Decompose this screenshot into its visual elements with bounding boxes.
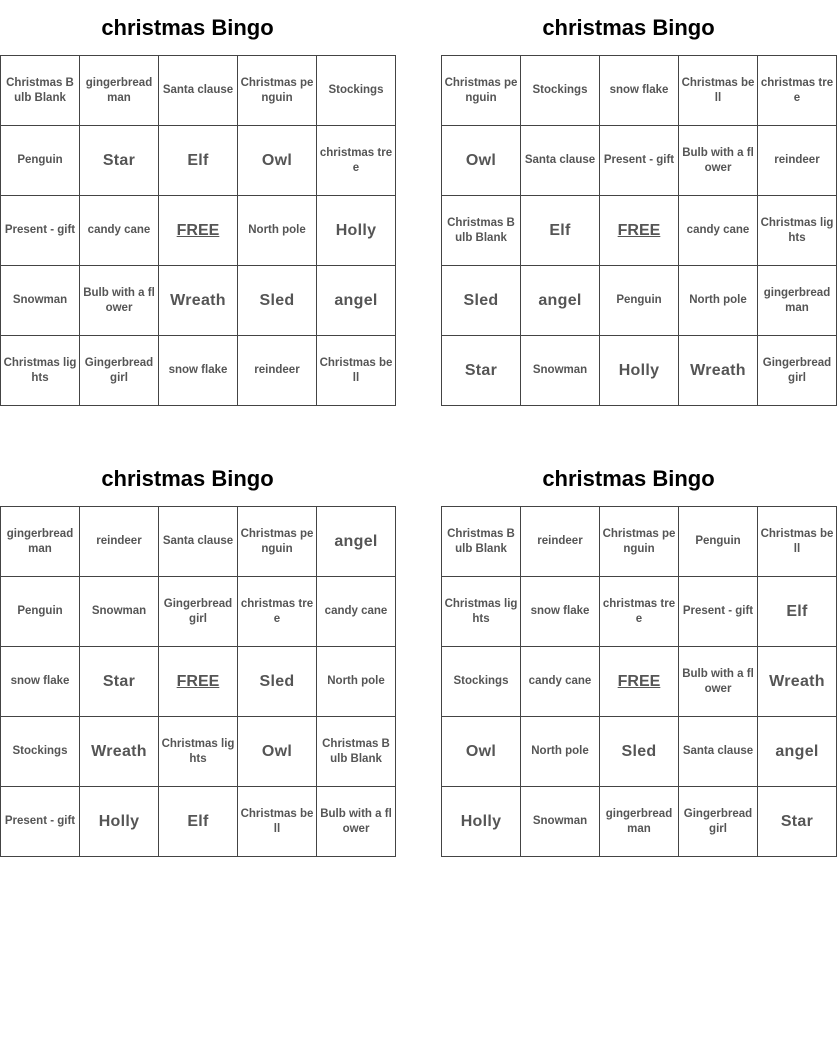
bingo-cell: Penguin (600, 266, 679, 336)
grid-row (1, 266, 396, 336)
bingo-cell: Penguin (679, 507, 758, 577)
bingo-cell: Wreath (758, 647, 837, 717)
bingo-cell: candy cane (317, 577, 396, 647)
bingo-cell: christmas tree (317, 126, 396, 196)
bingo-cell: Christmas Bulb Blank (1, 56, 80, 126)
bingo-cell: Christmas Bulb Blank (442, 196, 521, 266)
grid-row (442, 647, 837, 717)
bingo-cell: North pole (317, 647, 396, 717)
grid-row (442, 336, 837, 406)
bingo-cell: Christmas lights (758, 196, 837, 266)
grid-row (1, 507, 396, 577)
bingo-cell: candy cane (521, 647, 600, 717)
free-space: FREE (600, 647, 679, 717)
bingo-cell: Bulb with a flower (317, 787, 396, 857)
grid-row (1, 577, 396, 647)
bingo-cell: Elf (758, 577, 837, 647)
bingo-cell: Snowman (80, 577, 159, 647)
bingo-cell: Owl (442, 126, 521, 196)
grid-row (442, 507, 837, 577)
bingo-cell: reindeer (80, 507, 159, 577)
bingo-cell: Holly (80, 787, 159, 857)
bingo-cell: Gingerbread girl (80, 336, 159, 406)
bingo-cell: reindeer (758, 126, 837, 196)
bingo-cell: angel (758, 717, 837, 787)
bingo-cell: Holly (600, 336, 679, 406)
bingo-cell: Gingerbread girl (159, 577, 238, 647)
bingo-cell: Stockings (317, 56, 396, 126)
bingo-cell: North pole (521, 717, 600, 787)
bingo-cell: Stockings (1, 717, 80, 787)
bingo-cell: Owl (238, 717, 317, 787)
bingo-cell: Holly (442, 787, 521, 857)
bingo-cell: Wreath (159, 266, 238, 336)
bingo-cell: snow flake (1, 647, 80, 717)
bingo-cell: Christmas lights (159, 717, 238, 787)
bingo-cell: candy cane (80, 196, 159, 266)
grid-row (442, 266, 837, 336)
bingo-cell: Christmas Bulb Blank (442, 507, 521, 577)
grid-row (442, 577, 837, 647)
bingo-cell: christmas tree (758, 56, 837, 126)
bingo-cell: gingerbread man (758, 266, 837, 336)
free-space: FREE (159, 647, 238, 717)
bingo-cell: Christmas penguin (238, 507, 317, 577)
bingo-cell: Bulb with a flower (679, 647, 758, 717)
card-title: christmas Bingo (101, 15, 274, 40)
bingo-cell: Sled (600, 717, 679, 787)
bingo-cell: Santa clause (521, 126, 600, 196)
bingo-cell: Present - gift (679, 577, 758, 647)
bingo-cell: Holly (317, 196, 396, 266)
bingo-cell: reindeer (238, 336, 317, 406)
bingo-cell: Christmas bell (238, 787, 317, 857)
card-title: christmas Bingo (101, 466, 274, 491)
bingo-cell: Christmas bell (317, 336, 396, 406)
bingo-cell: Elf (159, 126, 238, 196)
bingo-cell: Star (758, 787, 837, 857)
bingo-cell: North pole (679, 266, 758, 336)
grid-row (442, 787, 837, 857)
bingo-cell: Snowman (1, 266, 80, 336)
bingo-cell: Gingerbread girl (679, 787, 758, 857)
bingo-cell: Owl (238, 126, 317, 196)
bingo-cell: Present - gift (1, 196, 80, 266)
bingo-cell: Gingerbread girl (758, 336, 837, 406)
bingo-cell: Star (442, 336, 521, 406)
grid-row (1, 717, 396, 787)
bingo-grid (0, 506, 396, 857)
bingo-cell: Penguin (1, 126, 80, 196)
bingo-cell: snow flake (159, 336, 238, 406)
bingo-cell: gingerbread man (1, 507, 80, 577)
grid-row (1, 336, 396, 406)
bingo-cell: Christmas lights (1, 336, 80, 406)
bingo-cell: candy cane (679, 196, 758, 266)
bingo-cell: Present - gift (600, 126, 679, 196)
bingo-cell: Star (80, 126, 159, 196)
bingo-cell: Wreath (679, 336, 758, 406)
bingo-cell: Christmas Bulb Blank (317, 717, 396, 787)
grid-row (442, 196, 837, 266)
bingo-cell: angel (521, 266, 600, 336)
bingo-cell: gingerbread man (80, 56, 159, 126)
bingo-cell: Santa clause (159, 56, 238, 126)
grid-row (442, 56, 837, 126)
bingo-cell: Christmas bell (679, 56, 758, 126)
bingo-grid (441, 506, 837, 857)
bingo-cell: Santa clause (679, 717, 758, 787)
bingo-cell: Owl (442, 717, 521, 787)
bingo-cell: snow flake (600, 56, 679, 126)
bingo-cell: gingerbread man (600, 787, 679, 857)
bingo-cell: Snowman (521, 787, 600, 857)
bingo-cell: christmas tree (238, 577, 317, 647)
bingo-cell: Bulb with a flower (679, 126, 758, 196)
bingo-cell: Elf (521, 196, 600, 266)
card-title: christmas Bingo (542, 466, 715, 491)
bingo-cell: Elf (159, 787, 238, 857)
bingo-cell: Stockings (521, 56, 600, 126)
bingo-cell: Santa clause (159, 507, 238, 577)
free-space: FREE (600, 196, 679, 266)
bingo-cell: Bulb with a flower (80, 266, 159, 336)
bingo-grid (0, 55, 396, 406)
bingo-cell: Christmas bell (758, 507, 837, 577)
bingo-cell: christmas tree (600, 577, 679, 647)
bingo-grid (441, 55, 837, 406)
bingo-cell: angel (317, 266, 396, 336)
card-title: christmas Bingo (542, 15, 715, 40)
bingo-cell: snow flake (521, 577, 600, 647)
bingo-cell: Snowman (521, 336, 600, 406)
bingo-cell: Sled (238, 266, 317, 336)
bingo-cell: North pole (238, 196, 317, 266)
bingo-cell: Christmas penguin (600, 507, 679, 577)
grid-row (1, 126, 396, 196)
bingo-cell: angel (317, 507, 396, 577)
bingo-cell: Christmas lights (442, 577, 521, 647)
free-space: FREE (159, 196, 238, 266)
bingo-cell: Stockings (442, 647, 521, 717)
grid-row (442, 717, 837, 787)
bingo-cell: Christmas penguin (442, 56, 521, 126)
bingo-cell: Penguin (1, 577, 80, 647)
bingo-cell: Sled (238, 647, 317, 717)
grid-row (1, 196, 396, 266)
bingo-cell: Christmas penguin (238, 56, 317, 126)
grid-row (442, 126, 837, 196)
bingo-cell: Wreath (80, 717, 159, 787)
grid-row (1, 56, 396, 126)
bingo-cell: Star (80, 647, 159, 717)
grid-row (1, 787, 396, 857)
bingo-cell: reindeer (521, 507, 600, 577)
grid-row (1, 647, 396, 717)
bingo-cell: Sled (442, 266, 521, 336)
bingo-cell: Present - gift (1, 787, 80, 857)
